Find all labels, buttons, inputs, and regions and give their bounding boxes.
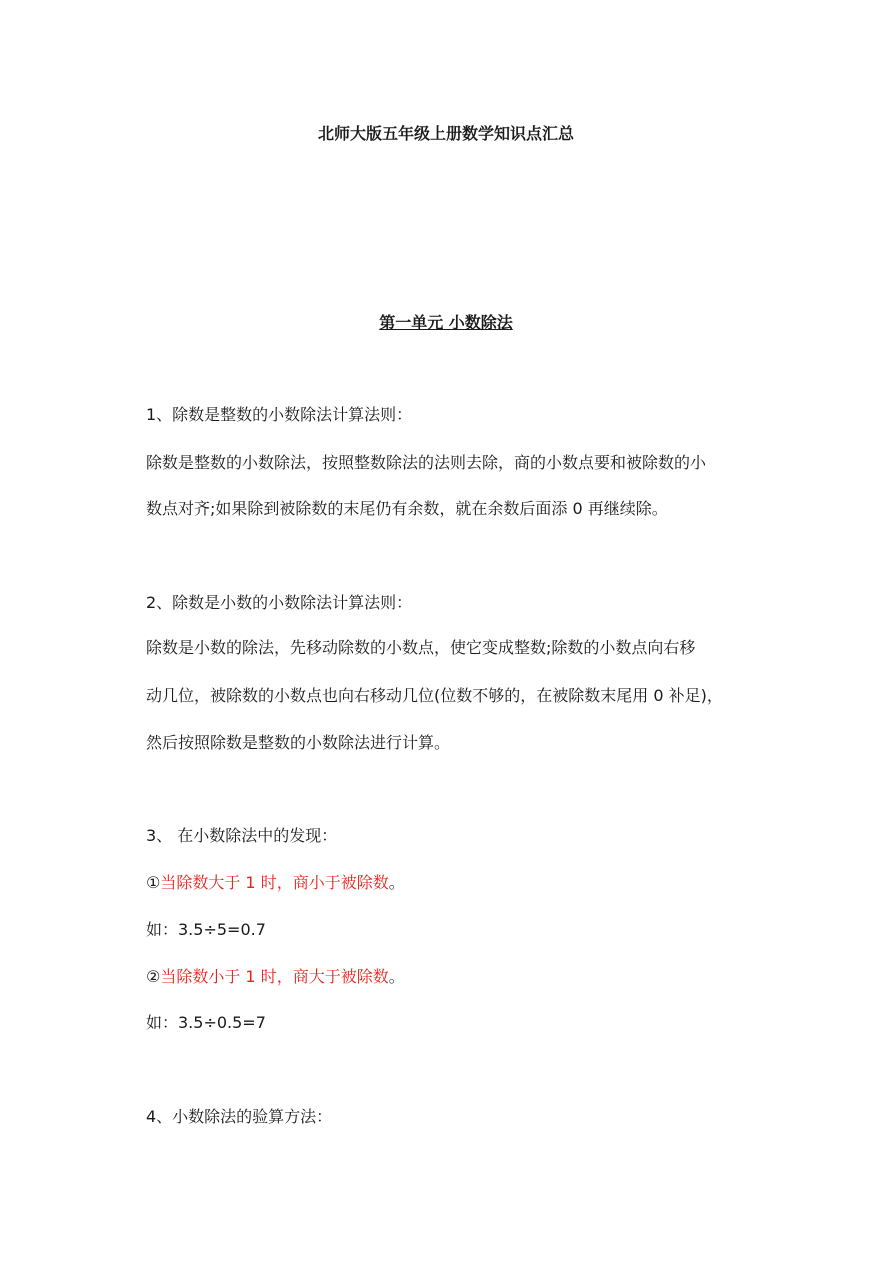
rule-1-marker: ①: [146, 873, 161, 892]
document-title: 北师大版五年级上册数学知识点汇总: [317, 124, 574, 143]
rule-2-marker: ②: [146, 967, 161, 986]
section-2-heading: 2、除数是小数的小数除法计算法则：: [146, 593, 413, 612]
section-2-line-1: 除数是小数的除法，先移动除数的小数点，使它变成整数;除数的小数点向右移: [146, 638, 696, 657]
section-3-heading: 3、 在小数除法中的发现：: [146, 826, 338, 845]
rule-2-end: 。: [388, 967, 405, 986]
rule-2: [146, 967, 405, 987]
section-2-line-3: 然后按照除数是整数的小数除法进行计算。: [146, 733, 451, 752]
section-1-line-2: 数点对齐;如果除到被除数的末尾仍有余数，就在余数后面添 0 再继续除。: [146, 499, 668, 518]
rule-2-text: 当除数小于 1 时，商大于被除数: [160, 967, 389, 986]
section-1-line-1: 除数是整数的小数除法，按照整数除法的法则去除，商的小数点要和被除数的小: [146, 453, 707, 472]
section-2-line-2: 动几位，被除数的小数点也向右移动几位(位数不够的，在被除数末尾用 0 补足)，: [146, 686, 723, 705]
rule-1-text: 当除数大于 1 时，商小于被除数: [160, 873, 389, 892]
rule-1: [146, 873, 405, 893]
section-1-heading: 1、除数是整数的小数除法计算法则：: [146, 405, 413, 424]
rule-2-example: 如：3.5÷0.5=7: [146, 1013, 266, 1032]
section-4-heading: 4、小数除法的验算方法：: [146, 1107, 333, 1126]
unit-heading: 第一单元 小数除法: [379, 313, 513, 332]
rule-1-end: 。: [388, 873, 405, 892]
rule-1-example: 如：3.5÷5=0.7: [146, 920, 266, 939]
